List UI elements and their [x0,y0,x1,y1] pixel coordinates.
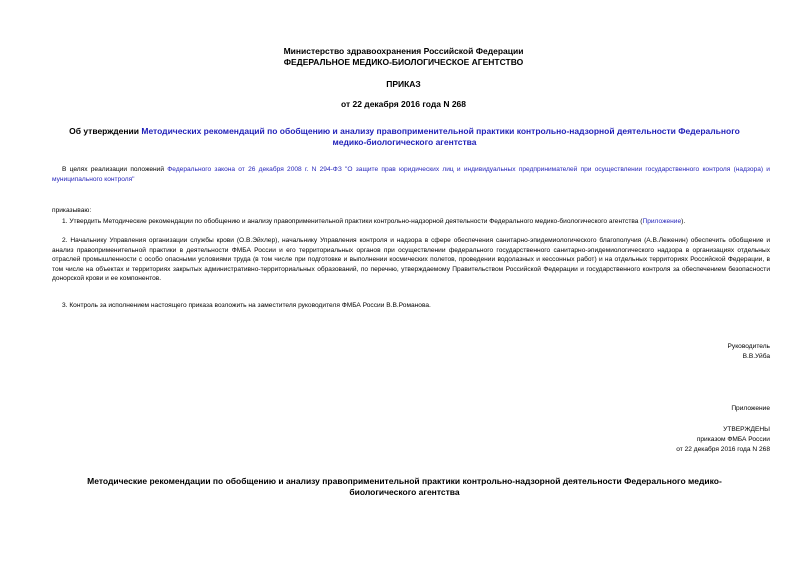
preamble-text: В целях реализации положений [62,166,168,173]
appendix-label: Приложение [731,405,770,412]
document-title [52,126,757,148]
appendix-title: Методические рекомендации по обобщению и анализу правоприменительной практики контрольно-надзорной деятельности Федерального медико-биологического агентства [87,476,722,497]
approved-label: УТВЕРЖДЕНЫ [723,426,770,433]
title-prefix: Об утверждении [69,126,142,136]
agency-name: ФЕДЕРАЛЬНОЕ МЕДИКО-БИОЛОГИЧЕСКОЕ АГЕНТСТВО [283,57,524,67]
approved-date: от 22 декабря 2016 года N 268 [676,446,770,453]
item1-end: ). [681,218,686,225]
federal-law-link[interactable]: Федерального закона от 26 декабря 2008 г. N 294-ФЗ "О защите прав юридических лиц и индивидуальных предпринимателей при осуществлении государственного контроля (надзора) и муниципального контроля" [52,166,770,183]
order-item-3: 3. Контроль за исполнением настоящего приказа возложить на заместителя руководителя ФМБА России В.В.Романова. [62,302,431,309]
preamble-paragraph [52,165,770,184]
order-item-1 [52,217,770,227]
order-word: приказываю: [52,207,92,214]
document-type: ПРИКАЗ [386,79,421,89]
signature-name: В.В.Уйба [742,353,770,360]
signature-position: Руководитель [727,343,770,350]
title-link[interactable]: Методических рекомендаций по обобщению и анализу правоприменительной практики контрольно-надзорной деятельности Федерального медико-биологического агентства [141,126,740,147]
item1-text: 1. Утвердить Методические рекомендации по обобщению и анализу правоприменительной практики контрольно-надзорной деятельности Федерального медико-биологического агентства ( [62,218,643,225]
appendix-link[interactable]: Приложение [642,218,682,225]
document-date: от 22 декабря 2016 года N 268 [340,99,467,109]
approved-by-order: приказом ФМБА России [696,436,770,443]
ministry-name: Министерство здравоохранения Российской Федерации [283,46,524,56]
order-item-2: 2. Начальнику Управления организации службы крови (О.В.Эйхлер), начальнику Управления контроля и надзора в сфере обеспечения санитарно-эпидемиологического благополучия (А.В.Леженин) обеспечить обобщение и анализ правоприменительной практики в деятельности ФМБА России и его территориальных органов при осуществлении федерального государственного санитарно-эпидемиологического надзора в организациях отдельных отраслей промышленности с особо опасными условиями труда (в том числе при подготовке и выполнении космических полетов, проведении водолазных и кессонных работ) и на отдельных территориях Российской Федерации, в том числе на объектах и территориях закрытых административно-территориальных образований, по перечню, утверждаемому Правительством Российской Федерации и государственного контроля за обеспечением безопасности донорской крови и ее компонентов. [52,237,770,283]
